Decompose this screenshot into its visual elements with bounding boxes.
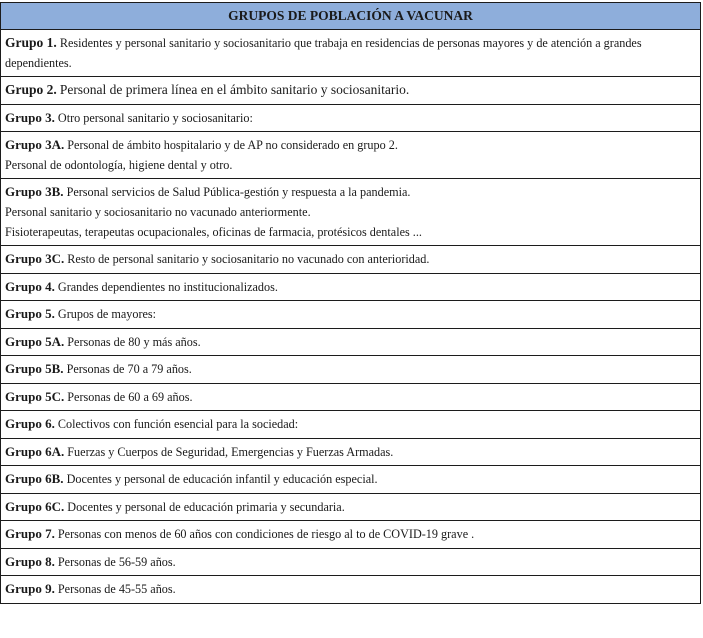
group-description: Personal servicios de Salud Pública-gestión y respuesta a la pandemia. [66,185,411,199]
group-label: Grupo 2. [5,82,57,98]
group-description-extra: Personal sanitario y sociosanitario no vacunado anteriormente. [5,205,311,219]
table-row-group-4 [1,273,701,301]
table-title: GRUPOS DE POBLACIÓN A VACUNAR [1,3,701,30]
group-label: Grupo 5B. [5,361,64,377]
group-description: Personal de ámbito hospitalario y de AP no considerado en grupo 2. [67,138,398,152]
table-row-group-5 [1,301,701,329]
table-row-group-3c [1,246,701,274]
group-description: Resto de personal sanitario y sociosanitario no vacunado con anterioridad. [67,252,430,267]
group-description: Personas de 80 y más años. [67,334,201,349]
group-description: Grandes dependientes no institucionalizados. [57,279,278,294]
group-label: Grupo 6B. [5,471,64,487]
table-row-group-3a [1,132,701,179]
group-label: Grupo 5. [5,306,55,322]
group-label: Grupo 4. [5,278,55,294]
group-description: Personas de 60 a 69 años. [67,389,193,404]
group-label: Grupo 5A. [5,333,65,349]
group-description: Personas de 45-55 años. [57,582,176,597]
group-label: Grupo 6. [5,416,55,432]
table-row-group-6b [1,466,701,494]
group-description: Personas de 56-59 años. [57,554,176,569]
group-description: Grupos de mayores: [57,307,157,322]
table-row-group-1 [1,30,701,77]
group-description: Fuerzas y Cuerpos de Seguridad, Emergencias y Fuerzas Armadas. [67,444,394,459]
group-description: Docentes y personal de educación primaria y secundaria. [67,499,345,514]
table-row-group-6c [1,493,701,521]
group-label: Grupo 7. [5,526,55,542]
group-description: Personas con menos de 60 años con condiciones de riesgo al to de COVID-19 grave . [57,527,475,542]
group-description-extra: Fisioterapeutas, terapeutas ocupacionales, oficinas de farmacia, protésicos dentales ... [5,225,422,239]
table-row-group-8 [1,548,701,576]
group-label: Grupo 3C. [5,251,65,267]
table-row-group-5c [1,383,701,411]
group-description: Docentes y personal de educación infantil y educación especial. [66,472,378,487]
table-row-group-5b [1,356,701,384]
group-label: Grupo 6A. [5,443,65,459]
group-label: Grupo 3. [5,109,55,125]
group-label: Grupo 6C. [5,498,65,514]
group-label: Grupo 1. [5,35,57,50]
group-description: Personal de primera línea en el ámbito sanitario y sociosanitario. [59,82,410,98]
table-row-group-9 [1,576,701,604]
group-description: Personas de 70 a 79 años. [66,362,192,377]
group-label: Grupo 3B. [5,184,64,199]
group-description-extra: Personal de odontología, higiene dental y otro. [5,158,233,172]
group-label: Grupo 9. [5,581,55,597]
group-label: Grupo 5C. [5,388,65,404]
group-label: Grupo 3A. [5,137,65,152]
group-label: Grupo 8. [5,553,55,569]
table-row-group-2 [1,77,701,105]
table-row-group-6 [1,411,701,439]
group-description: Residentes y personal sanitario y sociosanitario que trabaja en residencias de personas mayores y de atención a grandes dependientes. [5,36,642,70]
vaccination-groups-table [0,2,701,604]
table-row-group-5a [1,328,701,356]
table-header-row [1,3,701,30]
group-description: Colectivos con función esencial para la sociedad: [57,417,299,432]
group-description: Otro personal sanitario y sociosanitario: [57,110,253,125]
table-row-group-3b [1,179,701,246]
table-row-group-6a [1,438,701,466]
table-row-group-3 [1,104,701,132]
table-row-group-7 [1,521,701,549]
